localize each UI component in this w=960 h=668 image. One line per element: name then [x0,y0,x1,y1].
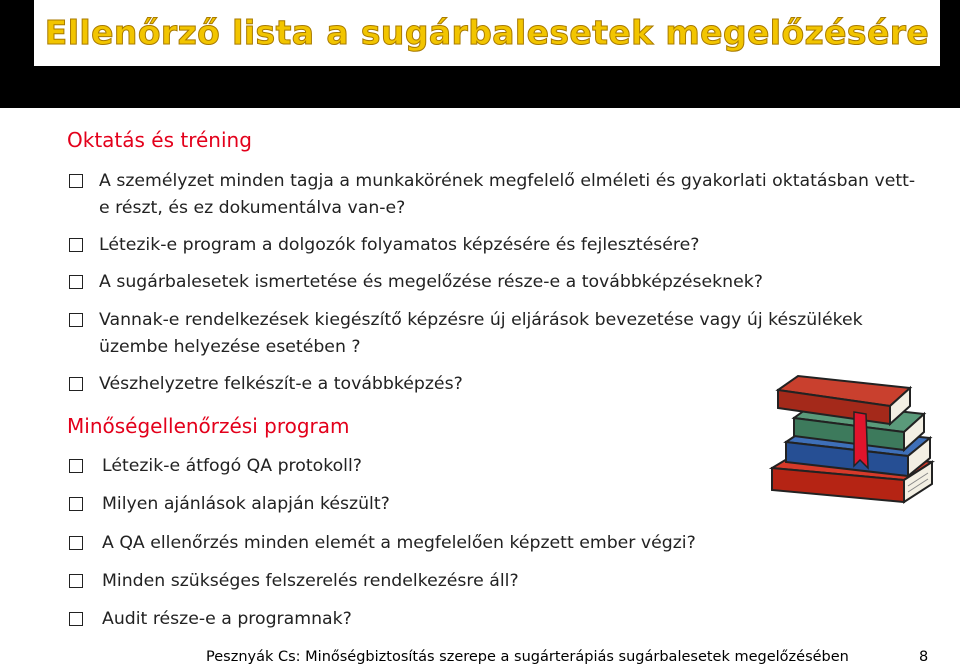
footer [0,648,960,668]
slide-title: Ellenőrző lista a sugárbalesetek megelőzésére [44,13,930,52]
title-bar [0,0,960,108]
checklist-item: Minden szükséges felszerelés rendelkezésre áll? [69,568,919,595]
checkbox-icon [69,459,83,473]
checkbox-icon [69,612,83,626]
checklist-item: Létezik-e program a dolgozók folyamatos képzésére és fejlesztésére? [69,232,919,259]
checkbox-icon [69,174,83,188]
checklist-item: Létezik-e átfogó QA protokoll? [69,453,709,480]
page-number: 8 [919,649,929,665]
checklist-item: Audit része-e a programnak? [69,606,919,633]
checklist-item: Vannak-e rendelkezések kiegészítő képzésre új eljárások bevezetése vagy új készülékek üzembe helyezése esetében ? [69,307,919,361]
checkbox-icon [69,377,83,391]
checkbox-icon [69,497,83,511]
checkbox-icon [69,313,83,327]
footer-citation: Pesznyák Cs: Minőségbiztosítás szerepe a sugárterápiás sugárbalesetek megelőzésében [206,649,849,665]
section-heading-training: Oktatás és tréning [67,128,252,152]
checklist-item: Milyen ajánlások alapján készült? [69,491,709,518]
checkbox-icon [69,574,83,588]
title-panel [34,0,940,66]
checklist-item: Vészhelyzetre felkészít-e a továbbképzés? [69,371,919,398]
checkbox-icon [69,536,83,550]
checklist-item: A QA ellenőrzés minden elemét a megfelelően képzett ember végzi? [69,530,919,557]
stack-of-books-icon [758,372,938,512]
checklist-item: A személyzet minden tagja a munkakörének megfelelő elméleti és gyakorlati oktatásban vett-e részt, és ez dokumentálva van-e? [69,168,919,222]
checkbox-icon [69,238,83,252]
checklist-item: A sugárbalesetek ismertetése és megelőzése része-e a továbbképzéseknek? [69,269,919,296]
checkbox-icon [69,275,83,289]
section-heading-qa: Minőségellenőrzési program [67,414,350,438]
